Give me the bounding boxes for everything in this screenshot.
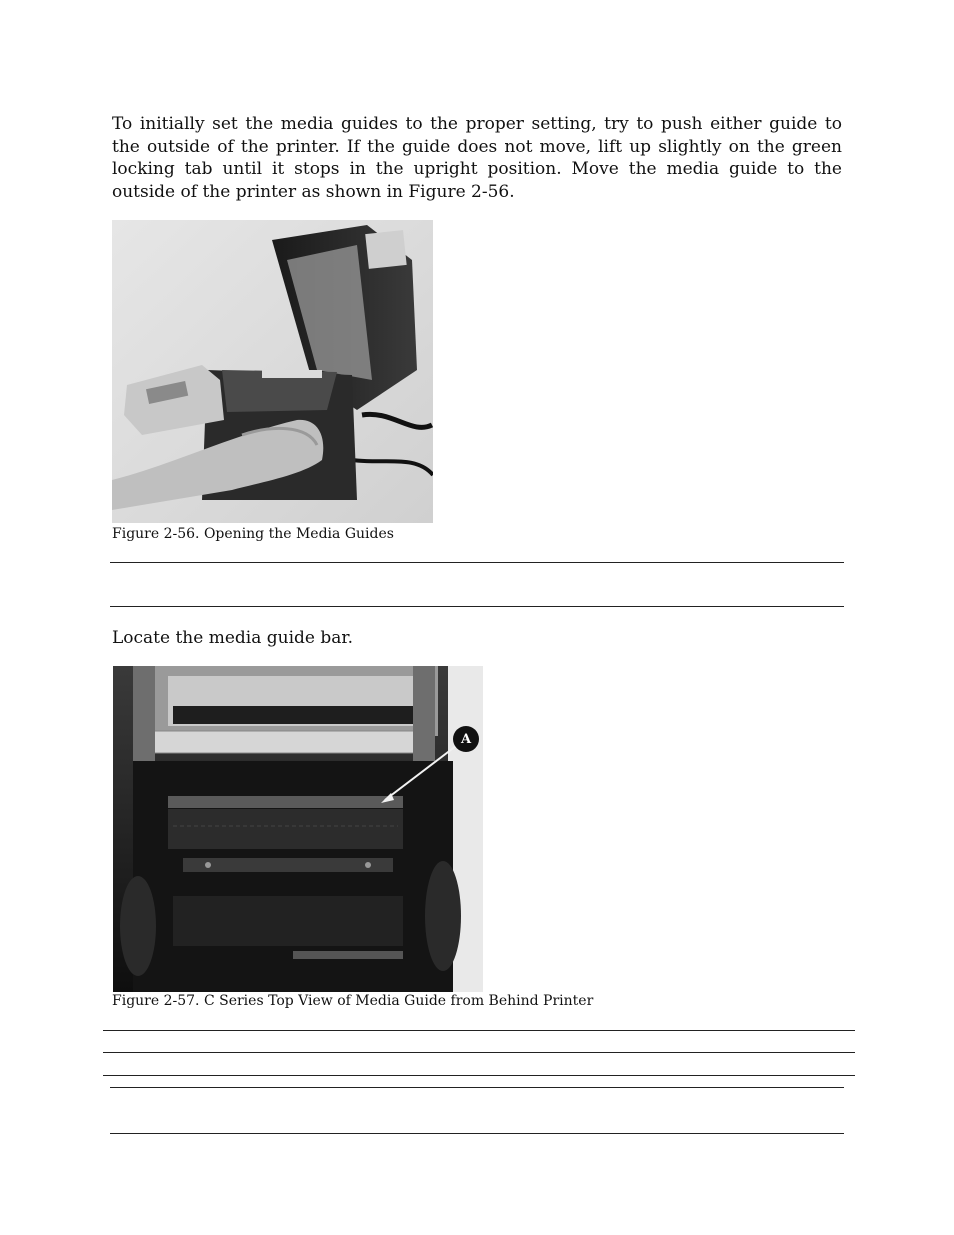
- divider-rule: [110, 1133, 844, 1134]
- locate-paragraph: Locate the media guide bar.: [112, 628, 354, 648]
- figure-57-photo: [113, 666, 483, 992]
- divider-rule: [103, 1052, 855, 1053]
- intro-paragraph: To initially set the media guides to the proper setting, try to push either guide to the outside of the printer. If the guide does not move, lift up slightly on the green locking tab until it stops in the upright position. Move the media guide to the outside of the printer as shown in Figure 2-56.: [112, 114, 842, 202]
- divider-rule: [103, 1075, 855, 1076]
- callout-a-badge: A: [453, 726, 479, 752]
- figure-56-photo: [112, 220, 433, 523]
- divider-rule: [110, 606, 844, 607]
- divider-rule: [103, 1030, 855, 1031]
- divider-rule: [110, 1087, 844, 1088]
- divider-rule: [110, 562, 844, 563]
- figure-56-caption: Figure 2-56. Opening the Media Guides: [112, 526, 394, 542]
- figure-57-caption: Figure 2-57. C Series Top View of Media Guide from Behind Printer: [112, 993, 594, 1009]
